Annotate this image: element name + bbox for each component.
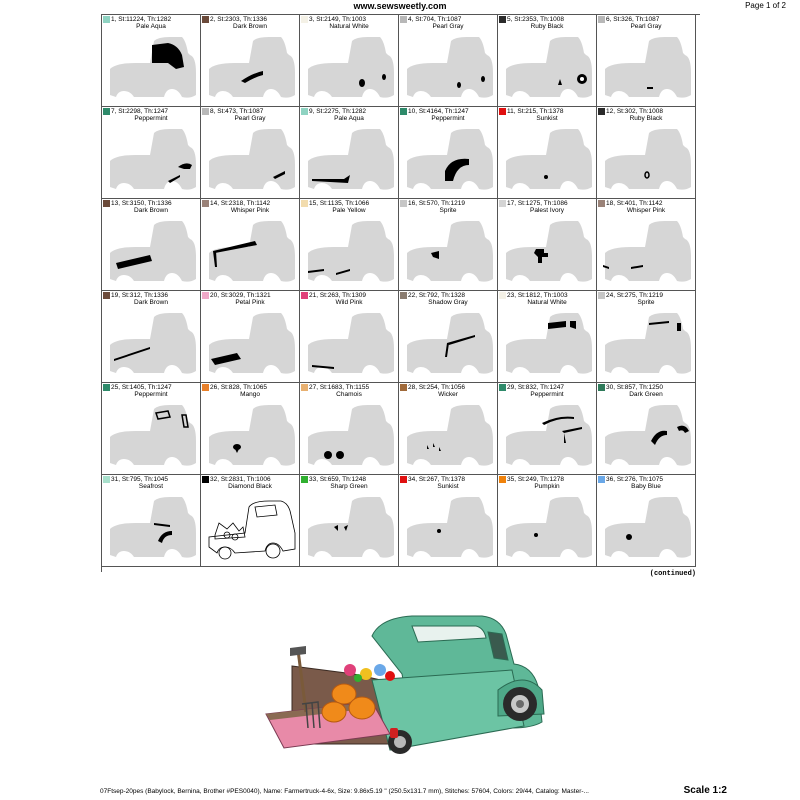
thread-name: Mango xyxy=(240,391,260,398)
thread-name: Dark Brown xyxy=(134,207,168,214)
thread-name: Palest Ivory xyxy=(530,207,564,214)
thread-swatch xyxy=(499,476,506,483)
color-cell xyxy=(498,291,597,383)
thread-swatch xyxy=(103,384,110,391)
color-stats: 15, St:1135, Th:1066 xyxy=(309,200,370,207)
thread-swatch xyxy=(103,108,110,115)
stitch-region-preview xyxy=(205,215,297,289)
thread-name: Peppermint xyxy=(431,115,465,122)
color-stats: 26, St:828, Th:1065 xyxy=(210,384,267,391)
color-cell xyxy=(102,383,201,475)
thread-swatch xyxy=(103,476,110,483)
stitch-region-preview xyxy=(502,307,594,381)
color-stats: 5, St:2353, Th:1008 xyxy=(507,16,564,23)
thread-swatch xyxy=(202,292,209,299)
thread-name: Peppermint xyxy=(134,115,168,122)
thread-swatch xyxy=(499,384,506,391)
thread-name: Sprite xyxy=(439,207,457,214)
stitch-region-preview xyxy=(304,491,396,565)
color-cell xyxy=(102,15,201,107)
color-cell xyxy=(597,383,696,475)
stitch-region-preview xyxy=(601,307,693,381)
color-stats: 14, St:2318, Th:1142 xyxy=(210,200,271,207)
color-cell xyxy=(399,475,498,567)
color-stats: 35, St:249, Th:1278 xyxy=(507,476,564,483)
stitch-region-preview xyxy=(106,307,198,381)
color-cell xyxy=(498,475,597,567)
color-stats: 21, St:263, Th:1309 xyxy=(309,292,366,299)
thread-name: Baby Blue xyxy=(631,483,661,490)
thread-name: Peppermint xyxy=(530,391,564,398)
stitch-region-preview xyxy=(304,399,396,473)
thread-name: Dark Green xyxy=(629,391,663,398)
thread-swatch xyxy=(301,108,308,115)
color-stats: 3, St:2149, Th:1003 xyxy=(309,16,366,23)
thread-name: Whisper Pink xyxy=(230,207,270,214)
thread-swatch xyxy=(598,16,605,23)
stitch-region-preview xyxy=(205,399,297,473)
color-stats: 27, St:1683, Th:1155 xyxy=(309,384,370,391)
thread-swatch xyxy=(598,292,605,299)
stitch-region-preview xyxy=(205,31,297,105)
thread-swatch xyxy=(499,200,506,207)
thread-name: Sharp Green xyxy=(330,483,368,490)
color-cell xyxy=(201,383,300,475)
thread-swatch xyxy=(202,16,209,23)
thread-swatch xyxy=(400,16,407,23)
stitch-region-preview xyxy=(304,307,396,381)
thread-name: Dark Brown xyxy=(233,23,267,30)
color-sequence-grid xyxy=(101,14,700,572)
thread-swatch xyxy=(400,200,407,207)
stitch-region-preview xyxy=(106,491,198,565)
thread-name: Sunkist xyxy=(437,483,459,490)
thread-swatch xyxy=(202,384,209,391)
site-title[interactable]: www.sewsweetly.com xyxy=(353,1,447,11)
stitch-region-preview xyxy=(403,399,495,473)
stitch-region-preview xyxy=(304,31,396,105)
stitch-region-preview xyxy=(304,123,396,197)
color-stats: 25, St:1405, Th:1247 xyxy=(111,384,172,391)
color-cell xyxy=(399,291,498,383)
thread-name: Pearl Gray xyxy=(630,23,662,30)
thread-name: Pale Aqua xyxy=(136,23,166,30)
stitch-region-preview xyxy=(106,215,198,289)
stitch-region-preview xyxy=(502,123,594,197)
color-stats: 6, St:326, Th:1087 xyxy=(606,16,660,23)
color-stats: 13, St:3150, Th:1336 xyxy=(111,200,172,207)
thread-name: Natural White xyxy=(527,299,567,306)
thread-swatch xyxy=(598,384,605,391)
thread-name: Pearl Gray xyxy=(234,115,266,122)
color-cell xyxy=(201,107,300,199)
stitch-region-preview xyxy=(106,123,198,197)
thread-swatch xyxy=(301,292,308,299)
color-cell xyxy=(300,199,399,291)
color-stats: 34, St:267, Th:1378 xyxy=(408,476,465,483)
color-stats: 12, St:302, Th:1008 xyxy=(606,108,663,115)
thread-swatch xyxy=(598,108,605,115)
color-stats: 28, St:254, Th:1056 xyxy=(408,384,465,391)
stitch-region-preview xyxy=(601,123,693,197)
stitch-region-preview xyxy=(502,31,594,105)
color-cell xyxy=(300,107,399,199)
color-cell xyxy=(597,15,696,107)
color-cell xyxy=(399,383,498,475)
color-cell xyxy=(102,107,201,199)
stitch-region-preview xyxy=(106,399,198,473)
thread-swatch xyxy=(598,200,605,207)
thread-swatch xyxy=(301,384,308,391)
color-cell xyxy=(498,107,597,199)
stitch-region-preview xyxy=(205,491,297,565)
thread-swatch xyxy=(301,476,308,483)
color-stats: 32, St:2831, Th:1006 xyxy=(210,476,271,483)
stitch-region-preview xyxy=(205,307,297,381)
color-stats: 36, St:276, Th:1075 xyxy=(606,476,663,483)
thread-name: Ruby Black xyxy=(530,23,564,30)
color-stats: 20, St:3029, Th:1321 xyxy=(210,292,271,299)
color-stats: 22, St:792, Th:1328 xyxy=(408,292,465,299)
thread-swatch xyxy=(499,292,506,299)
color-cell xyxy=(300,291,399,383)
color-cell xyxy=(201,291,300,383)
stitch-region-preview xyxy=(502,215,594,289)
color-stats: 33, St:659, Th:1248 xyxy=(309,476,366,483)
stitch-region-preview xyxy=(403,31,495,105)
color-stats: 30, St:857, Th:1250 xyxy=(606,384,663,391)
color-cell xyxy=(300,383,399,475)
color-cell xyxy=(498,383,597,475)
color-cell xyxy=(300,15,399,107)
thread-swatch xyxy=(400,108,407,115)
stitch-region-preview xyxy=(106,31,198,105)
color-cell xyxy=(399,15,498,107)
thread-name: Chamois xyxy=(336,391,362,398)
color-cell xyxy=(597,291,696,383)
thread-swatch xyxy=(202,200,209,207)
stitch-region-preview xyxy=(601,215,693,289)
color-stats: 24, St:275, Th:1219 xyxy=(606,292,663,299)
thread-name: Natural White xyxy=(329,23,369,30)
stitch-region-preview xyxy=(403,215,495,289)
stitch-region-preview xyxy=(601,31,693,105)
stitch-region-preview xyxy=(403,307,495,381)
color-cell xyxy=(300,475,399,567)
design-info-footer: 07Ftsep-20pes (Babylock, Bernina, Brother #PES0040), Name: Farmertruck-4-6x, Size: 9.86x5.19 " (250.5x131.7 mm), Stitches: 57604, Colors: 29/44, Catalog: Master-... xyxy=(100,788,589,795)
thread-name: Pale Yellow xyxy=(332,207,366,214)
thread-name: Pale Aqua xyxy=(334,115,364,122)
stitch-region-preview xyxy=(601,491,693,565)
color-stats: 29, St:832, Th:1247 xyxy=(507,384,564,391)
color-cell xyxy=(102,199,201,291)
thread-name: Whisper Pink xyxy=(626,207,666,214)
thread-name: Dark Brown xyxy=(134,299,168,306)
color-stats: 9, St:2275, Th:1282 xyxy=(309,108,366,115)
thread-name: Peppermint xyxy=(134,391,168,398)
thread-name: Sprite xyxy=(637,299,655,306)
color-stats: 11, St:215, Th:1378 xyxy=(507,108,564,115)
thread-name: Seafrost xyxy=(138,483,164,490)
color-cell xyxy=(399,107,498,199)
color-stats: 16, St:570, Th:1219 xyxy=(408,200,465,207)
thread-name: Sunkist xyxy=(536,115,558,122)
color-stats: 17, St:1275, Th:1086 xyxy=(507,200,568,207)
thread-name: Diamond Black xyxy=(228,483,272,490)
color-cell xyxy=(201,475,300,567)
thread-name: Pumpkin xyxy=(534,483,560,490)
thread-swatch xyxy=(301,200,308,207)
color-cell xyxy=(102,475,201,567)
color-stats: 19, St:312, Th:1336 xyxy=(111,292,168,299)
color-stats: 23, St:1812, Th:1003 xyxy=(507,292,568,299)
color-cell xyxy=(597,107,696,199)
color-stats: 8, St:473, Th:1087 xyxy=(210,108,264,115)
thread-name: Wicker xyxy=(438,391,458,398)
thread-name: Petal Pink xyxy=(235,299,265,306)
color-cell xyxy=(201,199,300,291)
thread-swatch xyxy=(598,476,605,483)
color-stats: 4, St:704, Th:1087 xyxy=(408,16,462,23)
color-stats: 7, St:2298, Th:1247 xyxy=(111,108,168,115)
thread-name: Shadow Gray xyxy=(428,299,468,306)
color-cell xyxy=(597,475,696,567)
thread-swatch xyxy=(103,16,110,23)
stitch-region-preview xyxy=(403,491,495,565)
thread-swatch xyxy=(301,16,308,23)
color-cell xyxy=(399,199,498,291)
color-stats: 2, St:2303, Th:1336 xyxy=(210,16,267,23)
stitch-region-preview xyxy=(502,399,594,473)
thread-swatch xyxy=(400,384,407,391)
stitch-region-preview xyxy=(205,123,297,197)
scale-label: Scale 1:2 xyxy=(683,785,727,796)
color-cell xyxy=(498,199,597,291)
color-cell xyxy=(201,15,300,107)
page-number: Page 1 of 2 xyxy=(745,1,786,10)
color-cell xyxy=(102,291,201,383)
thread-swatch xyxy=(400,292,407,299)
color-cell xyxy=(597,199,696,291)
thread-swatch xyxy=(499,108,506,115)
thread-swatch xyxy=(499,16,506,23)
thread-name: Ruby Black xyxy=(629,115,663,122)
color-stats: 31, St:795, Th:1045 xyxy=(111,476,168,483)
thread-name: Pearl Gray xyxy=(432,23,464,30)
stitch-region-preview xyxy=(304,215,396,289)
stitch-region-preview xyxy=(502,491,594,565)
thread-name: Wild Pink xyxy=(335,299,363,306)
thread-swatch xyxy=(103,200,110,207)
color-stats: 1, St:11224, Th:1282 xyxy=(111,16,172,23)
continued-label: (continued) xyxy=(649,570,696,578)
color-stats: 18, St:401, Th:1142 xyxy=(606,200,663,207)
stitch-region-preview xyxy=(601,399,693,473)
color-stats: 10, St:4164, Th:1247 xyxy=(408,108,469,115)
thread-swatch xyxy=(400,476,407,483)
thread-swatch xyxy=(202,108,209,115)
stitch-region-preview xyxy=(403,123,495,197)
thread-swatch xyxy=(202,476,209,483)
color-cell xyxy=(498,15,597,107)
thread-swatch xyxy=(103,292,110,299)
design-preview xyxy=(262,604,548,764)
